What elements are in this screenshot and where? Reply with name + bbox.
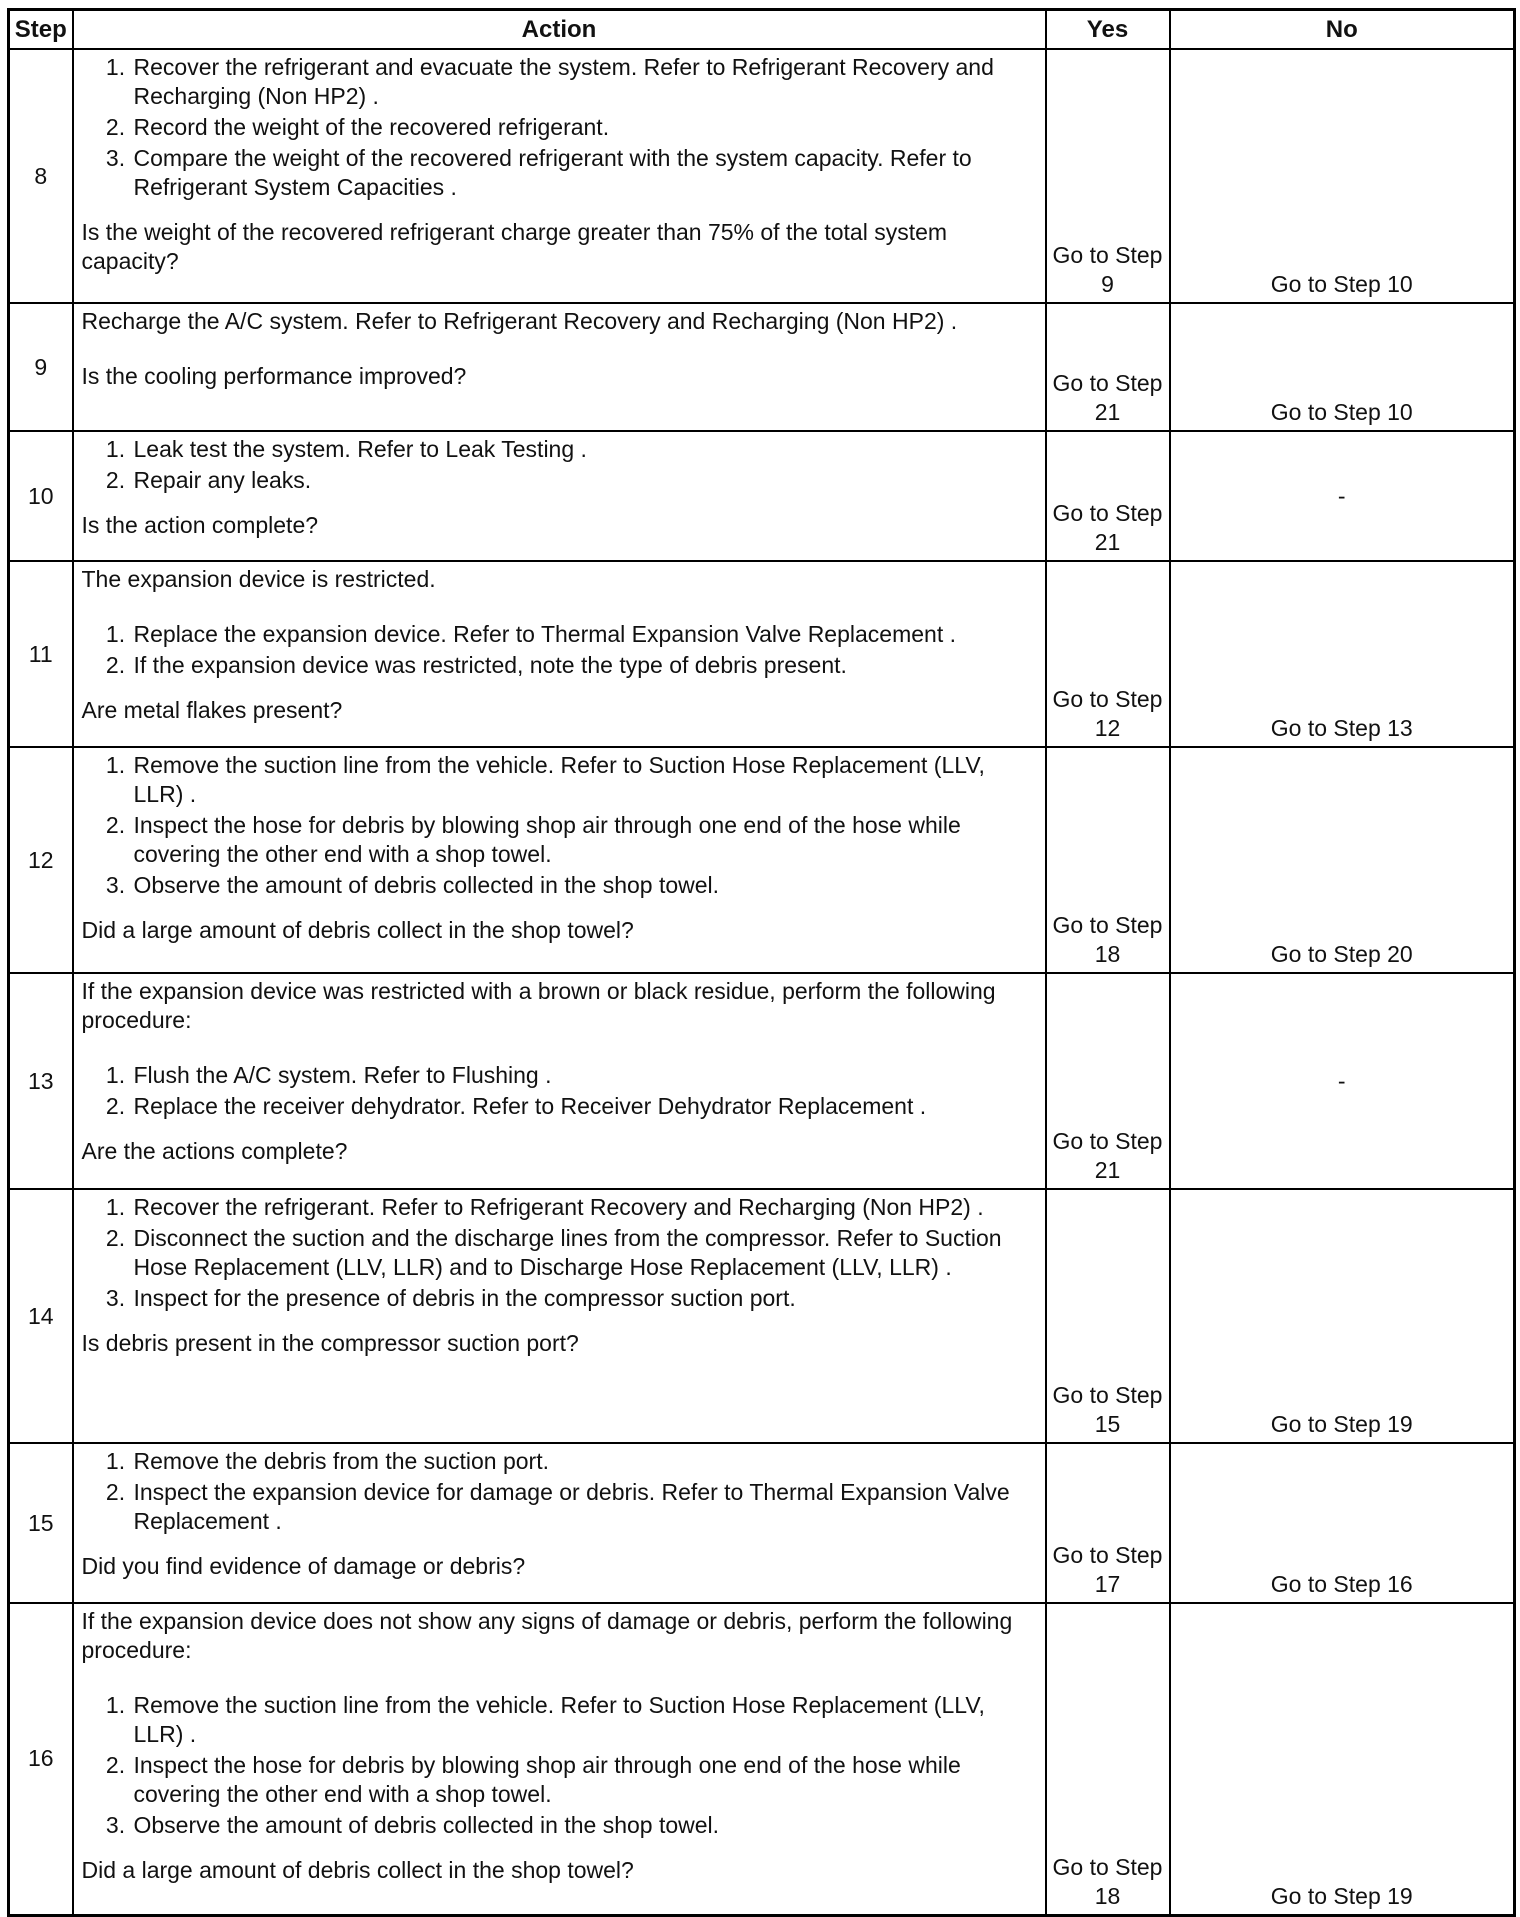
no-result: - [1170, 431, 1515, 561]
list-item: 1. Flush the A/C system. Refer to Flushing . [132, 1061, 1039, 1090]
action-steps-list [82, 1691, 1039, 1840]
action-intro: The expansion device is restricted. [81, 566, 436, 592]
action-intro: Recharge the A/C system. Refer to Refrigerant Recovery and Recharging (Non HP2) . [81, 308, 958, 334]
action-cell [73, 1189, 1046, 1443]
step-number: 9 [9, 303, 73, 431]
action-question: Are metal flakes present? [81, 697, 343, 723]
action-question: Are the actions complete? [81, 1138, 348, 1164]
action-cell [73, 49, 1046, 303]
header-row [9, 10, 1515, 50]
no-result: Go to Step 13 [1170, 561, 1515, 747]
list-item: 2. Disconnect the suction and the discharge lines from the compressor. Refer to Suction Hose Replacement (LLV, LLR) and to Discharge Hose Replacement (LLV, LLR) . [132, 1224, 1039, 1282]
table-body [9, 49, 1515, 1915]
no-result: Go to Step 20 [1170, 747, 1515, 973]
action-cell [73, 431, 1046, 561]
list-item: 3. Observe the amount of debris collected in the shop towel. [132, 871, 1039, 900]
action-steps-list [82, 751, 1039, 900]
action-steps-list [82, 1447, 1039, 1536]
no-result: - [1170, 973, 1515, 1189]
list-item: 1. Leak test the system. Refer to Leak Testing . [132, 435, 1039, 464]
step-number: 14 [9, 1189, 73, 1443]
list-item: 1. Remove the suction line from the vehicle. Refer to Suction Hose Replacement (LLV, LLR) . [132, 751, 1039, 809]
header-action: Action [73, 10, 1046, 50]
diagnostic-table-frame [7, 8, 1513, 1917]
no-result: Go to Step 19 [1170, 1603, 1515, 1915]
action-steps-list [82, 1193, 1039, 1313]
action-intro: If the expansion device does not show any signs of damage or debris, perform the following procedure: [81, 1608, 1013, 1663]
list-item: 3. Observe the amount of debris collected in the shop towel. [132, 1811, 1039, 1840]
yes-result: Go to Step 21 [1046, 303, 1170, 431]
list-item: 3. Inspect for the presence of debris in the compressor suction port. [132, 1284, 1039, 1313]
no-result: Go to Step 16 [1170, 1443, 1515, 1603]
action-question: Did you find evidence of damage or debris? [81, 1553, 526, 1579]
table-row [9, 431, 1515, 561]
list-item: 1. Replace the expansion device. Refer to Thermal Expansion Valve Replacement . [132, 620, 1039, 649]
list-item: 2. Replace the receiver dehydrator. Refer to Receiver Dehydrator Replacement . [132, 1092, 1039, 1121]
action-cell [73, 561, 1046, 747]
step-number: 13 [9, 973, 73, 1189]
list-item: 1. Recover the refrigerant. Refer to Refrigerant Recovery and Recharging (Non HP2) . [132, 1193, 1039, 1222]
table-row [9, 747, 1515, 973]
no-result: Go to Step 10 [1170, 49, 1515, 303]
step-number: 12 [9, 747, 73, 973]
list-item: 2. Inspect the hose for debris by blowing shop air through one end of the hose while covering the other end with a shop towel. [132, 811, 1039, 869]
table-row [9, 1189, 1515, 1443]
list-item: 1. Recover the refrigerant and evacuate the system. Refer to Refrigerant Recovery and Recharging (Non HP2) . [132, 53, 1039, 111]
action-steps-list [82, 435, 1039, 495]
header-yes: Yes [1046, 10, 1170, 50]
list-item: 2. Repair any leaks. [132, 466, 1039, 495]
yes-result: Go to Step 18 [1046, 747, 1170, 973]
step-number: 10 [9, 431, 73, 561]
step-number: 11 [9, 561, 73, 747]
table-row [9, 1603, 1515, 1915]
list-item: 2. Record the weight of the recovered refrigerant. [132, 113, 1039, 142]
list-item: 2. Inspect the expansion device for damage or debris. Refer to Thermal Expansion Valve Replacement . [132, 1478, 1039, 1536]
step-number: 16 [9, 1603, 73, 1915]
action-question: Did a large amount of debris collect in the shop towel? [81, 917, 634, 943]
action-cell [73, 747, 1046, 973]
yes-result: Go to Step 21 [1046, 973, 1170, 1189]
list-item: 1. Remove the debris from the suction port. [132, 1447, 1039, 1476]
yes-result: Go to Step 18 [1046, 1603, 1170, 1915]
table-row [9, 973, 1515, 1189]
action-steps-list [82, 620, 1039, 680]
header-step: Step [9, 10, 73, 50]
yes-result: Go to Step 9 [1046, 49, 1170, 303]
list-item: 1. Remove the suction line from the vehicle. Refer to Suction Hose Replacement (LLV, LLR) . [132, 1691, 1039, 1749]
action-question: Is the weight of the recovered refrigerant charge greater than 75% of the total system capacity? [81, 219, 948, 274]
list-item: 3. Compare the weight of the recovered refrigerant with the system capacity. Refer to Refrigerant System Capacities . [132, 144, 1039, 202]
diagnostic-table [7, 8, 1516, 1917]
list-item: 2. If the expansion device was restricted, note the type of debris present. [132, 651, 1039, 680]
action-question: Is the cooling performance improved? [81, 363, 467, 389]
action-question: Is the action complete? [81, 512, 319, 538]
table-row [9, 49, 1515, 303]
action-cell [73, 1603, 1046, 1915]
yes-result: Go to Step 17 [1046, 1443, 1170, 1603]
action-steps-list [82, 1061, 1039, 1121]
action-cell [73, 973, 1046, 1189]
action-cell [73, 303, 1046, 431]
no-result: Go to Step 19 [1170, 1189, 1515, 1443]
action-cell [73, 1443, 1046, 1603]
action-steps-list [82, 53, 1039, 202]
yes-result: Go to Step 12 [1046, 561, 1170, 747]
header-no: No [1170, 10, 1515, 50]
action-question: Did a large amount of debris collect in the shop towel? [81, 1857, 634, 1883]
step-number: 8 [9, 49, 73, 303]
list-item: 2. Inspect the hose for debris by blowing shop air through one end of the hose while covering the other end with a shop towel. [132, 1751, 1039, 1809]
step-number: 15 [9, 1443, 73, 1603]
no-result: Go to Step 10 [1170, 303, 1515, 431]
yes-result: Go to Step 15 [1046, 1189, 1170, 1443]
yes-result: Go to Step 21 [1046, 431, 1170, 561]
action-question: Is debris present in the compressor suction port? [81, 1330, 579, 1356]
table-row [9, 1443, 1515, 1603]
action-intro: If the expansion device was restricted with a brown or black residue, perform the following procedure: [81, 978, 996, 1033]
table-row [9, 561, 1515, 747]
table-row [9, 303, 1515, 431]
